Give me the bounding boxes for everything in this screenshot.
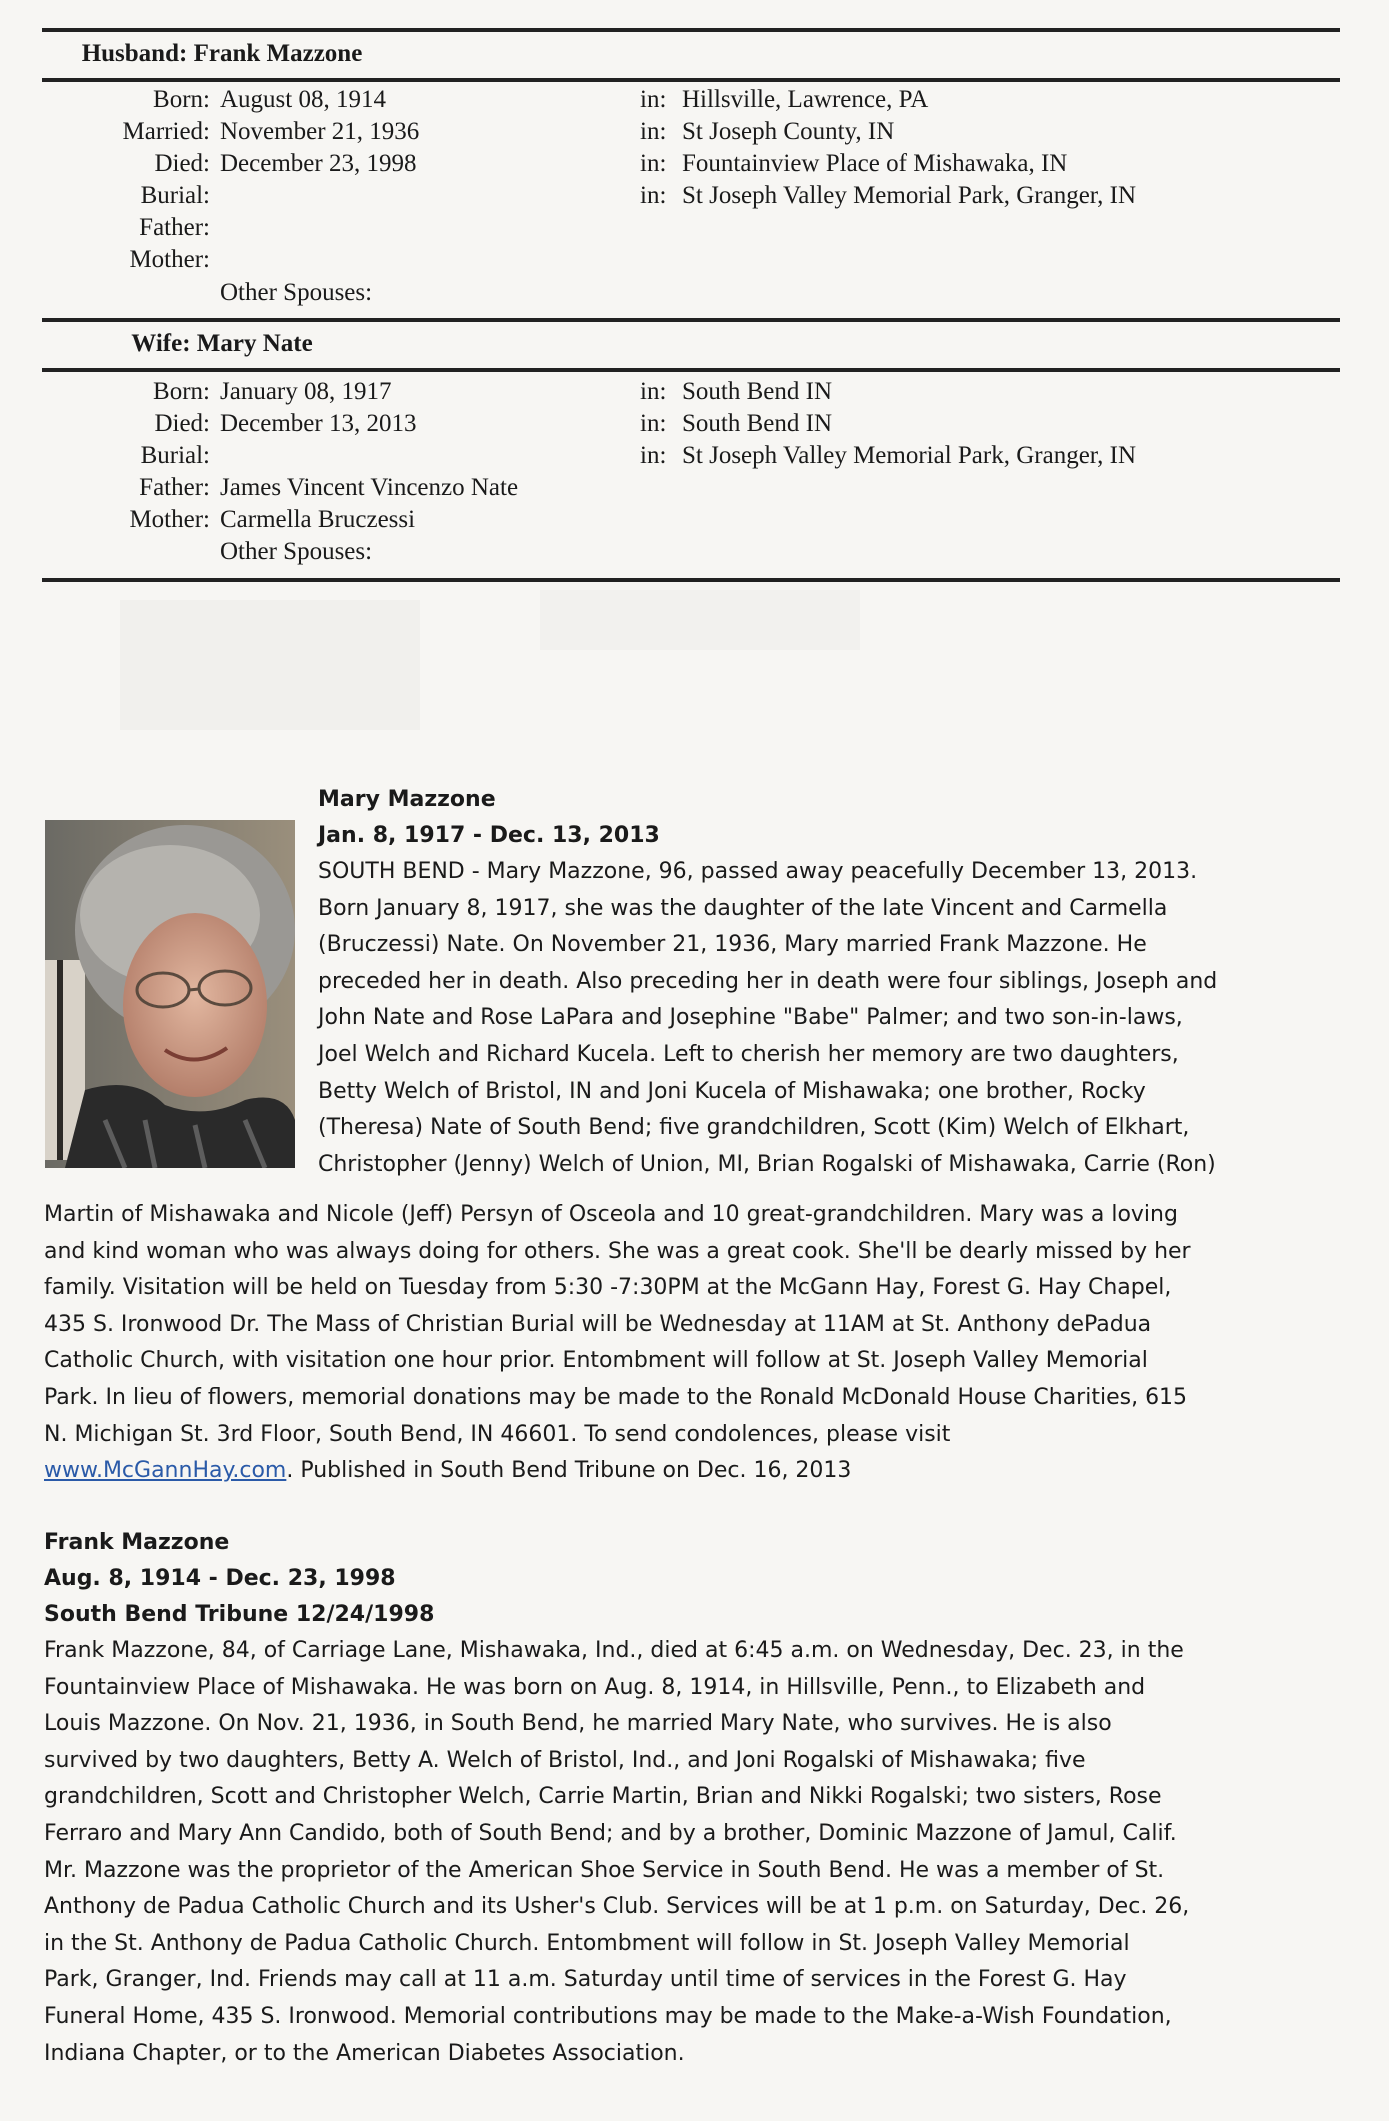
fact-value: December 13, 2013 (220, 410, 417, 437)
obit-frank-line: in the St. Anthony de Padua Catholic Church. Entombment will follow in St. Joseph Valley Memorial (44, 1930, 1130, 1956)
bleed-through (120, 600, 420, 730)
fact-label: Burial: (140, 182, 210, 209)
obit-frank-dates: Aug. 8, 1914 - Dec. 23, 1998 (44, 1566, 396, 1591)
bottom-rule (42, 578, 1340, 582)
wife-name: Mary Nate (196, 330, 313, 357)
fact-in-label: in: (640, 410, 667, 437)
obit-frank-line: survived by two daughters, Betty A. Welch of Bristol, Ind., and Joni Rogalski of Mishawaka; five (44, 1747, 1086, 1773)
fact-place: St Joseph Valley Memorial Park, Granger, IN (682, 182, 1137, 209)
husband-row (0, 86, 1389, 118)
obit-mary-line: SOUTH BEND - Mary Mazzone, 96, passed away peacefully December 13, 2013. (318, 859, 1198, 884)
portrait-image (45, 820, 295, 1168)
wife-rule (42, 368, 1340, 372)
husband-row (0, 150, 1389, 182)
husband-row (0, 182, 1389, 214)
obit-frank-line: Fountainview Place of Mishawaka. He was born on Aug. 8, 1914, in Hillsville, Penn., to Elizabeth and (44, 1674, 1146, 1700)
obit-mary-line: Christopher (Jenny) Welch of Union, MI, Brian Rogalski of Mishawaka, Carrie (Ron) (318, 1151, 1216, 1177)
husband-header (42, 40, 402, 68)
fact-in-label: in: (640, 182, 667, 209)
obit-frank-line: Indiana Chapter, or to the American Diabetes Association. (44, 2040, 685, 2066)
fact-label: Married: (122, 118, 210, 145)
mcgannhay-link[interactable]: www.McGannHay.com (44, 1458, 287, 1483)
wife-row (0, 378, 1389, 410)
obit-mary-line: John Nate and Rose LaPara and Josephine "Babe" Palmer; and two son-in-laws, (318, 1005, 1183, 1031)
husband-label: Husband: (81, 40, 188, 67)
wife-row (0, 410, 1389, 442)
husband-name: Frank Mazzone (193, 40, 363, 67)
wife-row (0, 442, 1389, 474)
bleed-through-2 (540, 590, 860, 650)
fact-label: Father: (139, 474, 210, 501)
portrait-photo (45, 820, 295, 1168)
fact-value: January 08, 1917 (220, 378, 392, 405)
obit-frank-name: Frank Mazzone (44, 1530, 230, 1555)
fact-label: Died: (154, 150, 210, 177)
fact-value: December 23, 1998 (220, 150, 417, 177)
fact-in-label: in: (640, 442, 667, 469)
fact-label: Mother: (129, 506, 210, 533)
fact-label: Burial: (140, 442, 210, 469)
obit-frank-line: Louis Mazzone. On Nov. 21, 1936, in South Bend, he married Mary Nate, who survives. He is also (44, 1711, 1112, 1737)
obit-mary-line: and kind woman who was always doing for others. She was a great cook. She'll be dearly missed by her (44, 1238, 1191, 1264)
fact-label: Born: (153, 378, 210, 405)
fact-value: Carmella Bruczessi (220, 506, 416, 533)
obit-mary-line: Betty Welch of Bristol, IN and Joni Kucela of Mishawaka; one brother, Rocky (318, 1078, 1146, 1104)
fact-place: St Joseph Valley Memorial Park, Granger, IN (682, 442, 1137, 469)
obit-mary-line: Catholic Church, with visitation one hour prior. Entombment will follow at St. Joseph Valley Memorial (44, 1348, 1148, 1374)
fact-label: Mother: (129, 246, 210, 273)
fact-place: South Bend IN (682, 378, 832, 405)
wife-row (0, 506, 1389, 538)
husband-row (0, 214, 1389, 246)
husband-row (0, 118, 1389, 150)
wife-top-rule (42, 318, 1340, 322)
obit-mary-published: . Published in South Bend Tribune on Dec. 16, 2013 (286, 1458, 852, 1483)
obit-frank-line: Ferraro and Mary Ann Candido, both of South Bend; and by a brother, Dominic Mazzone of Jamul, Calif. (44, 1821, 1177, 1846)
fact-place: St Joseph County, IN (682, 118, 895, 145)
obit-mary-line: (Bruczessi) Nate. On November 21, 1936, Mary married Frank Mazzone. He (318, 932, 1147, 958)
fact-place: Fountainview Place of Mishawaka, IN (682, 150, 1068, 177)
fact-value: August 08, 1914 (220, 86, 386, 113)
obit-frank-source: South Bend Tribune 12/24/1998 (44, 1602, 435, 1627)
wife-row (0, 474, 1389, 506)
obit-mary-line: (Theresa) Nate of South Bend; five grandchildren, Scott (Kim) Welch of Elkhart, (318, 1115, 1190, 1141)
husband-rule (42, 78, 1340, 82)
obit-mary-line: N. Michigan St. 3rd Floor, South Bend, IN 46601. To send condolences, please visit (44, 1421, 951, 1447)
obit-mary-dates: Jan. 8, 1917 - Dec. 13, 2013 (318, 823, 660, 848)
wife-label: Wife: (131, 330, 191, 357)
fact-in-label: in: (640, 150, 667, 177)
obit-mary-line: 435 S. Ironwood Dr. The Mass of Christian Burial will be Wednesday at 11AM at St. Anthony dePadua (44, 1311, 1152, 1337)
obit-mary-line: family. Visitation will be held on Tuesday from 5:30 -7:30PM at the McGann Hay, Forest G. Hay Chapel, (44, 1275, 1172, 1301)
obit-mary-line: Park. In lieu of flowers, memorial donations may be made to the Ronald McDonald House Charities, 615 (44, 1385, 1188, 1410)
fact-label: Died: (154, 410, 210, 437)
obit-frank-line: Frank Mazzone, 84, of Carriage Lane, Mishawaka, Ind., died at 6:45 a.m. on Wednesday, Dec. 23, in the (44, 1638, 1184, 1663)
wife-header (42, 330, 402, 358)
fact-in-label: in: (640, 378, 667, 405)
obit-frank-line: Park, Granger, Ind. Friends may call at 11 a.m. Saturday until time of services in the Forest G. Hay (44, 1967, 1127, 1993)
fact-label: Born: (153, 86, 210, 113)
fact-place: Hillsville, Lawrence, PA (682, 86, 929, 113)
obit-frank-line: Anthony de Padua Catholic Church and its Usher's Club. Services will be at 1 p.m. on Saturday, Dec. 26, (44, 1894, 1190, 1920)
fact-in-label: in: (640, 118, 667, 145)
obit-mary-last-line (44, 1453, 851, 1490)
fact-in-label: in: (640, 86, 667, 113)
obit-frank-line: Mr. Mazzone was the proprietor of the American Shoe Service in South Bend. He was a member of St. (44, 1857, 1165, 1883)
obit-mary-line: Born January 8, 1917, she was the daughter of the late Vincent and Carmella (318, 895, 1168, 921)
top-rule (42, 28, 1340, 32)
obit-mary-name: Mary Mazzone (318, 787, 496, 812)
husband-row (0, 246, 1389, 278)
fact-label: Father: (139, 214, 210, 241)
fact-place: South Bend IN (682, 410, 832, 437)
wife-other-spouses: Other Spouses: (220, 538, 373, 565)
obit-mary-line: Joel Welch and Richard Kucela. Left to cherish her memory are two daughters, (318, 1042, 1179, 1067)
obit-frank-line: grandchildren, Scott and Christopher Welch, Carrie Martin, Brian and Nikki Rogalski; two sisters, Rose (44, 1784, 1162, 1810)
obit-mary-line: Martin of Mishawaka and Nicole (Jeff) Persyn of Osceola and 10 great-grandchildren. Mary was a loving (44, 1202, 1178, 1227)
fact-value: November 21, 1936 (220, 118, 420, 145)
husband-other-spouses: Other Spouses: (220, 279, 373, 306)
obit-mary-line: preceded her in death. Also preceding her in death were four siblings, Joseph and (318, 968, 1218, 994)
fact-value: James Vincent Vincenzo Nate (220, 474, 519, 501)
obit-frank-line: Funeral Home, 435 S. Ironwood. Memorial contributions may be made to the Make-a-Wish Foundation, (44, 2004, 1172, 2029)
